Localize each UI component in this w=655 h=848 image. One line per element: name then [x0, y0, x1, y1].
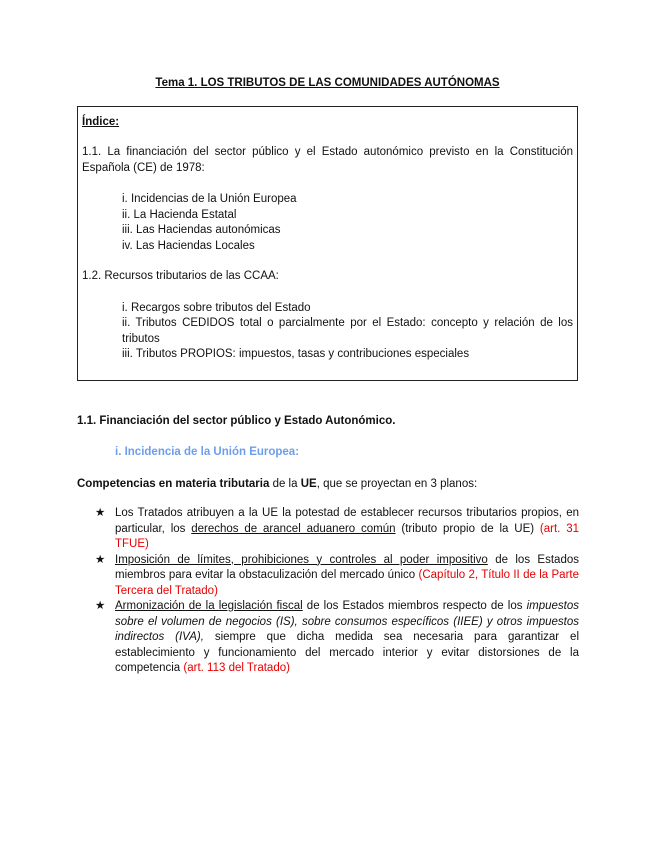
bullet-1-reference: (art. 31 TFUE) [115, 522, 580, 550]
index-item-cedidos: ii. Tributos CEDIDOS total o parcialmente por el Estado: concepto y relación de los tributos [122, 317, 573, 345]
index-item-haciendas-locales: iv. Las Haciendas Locales [122, 239, 255, 252]
intro-bold-ue: UE [300, 478, 317, 490]
intro-bold-competencias: Competencias en materia tributaria [77, 478, 270, 490]
subsection-title: i. Incidencia de la Unión Europea: [115, 446, 300, 458]
index-heading: Índice: [82, 116, 120, 128]
index-item-ue: i. Incidencias de la Unión Europea [122, 193, 297, 205]
index-item-hacienda-estatal: ii. La Hacienda Estatal [122, 208, 237, 221]
bullet-2-underlined: Imposición de límites, prohibiciones y controles al poder impositivo [115, 553, 488, 566]
intro-text-2: , que se proyectan en 3 planos: [316, 478, 478, 490]
index-item-recargos: i. Recargos sobre tributos del Estado [122, 301, 311, 314]
document-title: Tema 1. LOS TRIBUTOS DE LAS COMUNIDADES AUTÓNOMAS [155, 77, 500, 89]
intro-paragraph [77, 477, 578, 492]
bullet-1-text-2: (tributo propio de la UE) [395, 522, 540, 535]
bullet-3-reference: (art. 113 del Tratado) [183, 662, 290, 674]
index-section-1-1: 1.1. La financiación del sector público y el Estado autonómico previsto en la Constitución Española (CE) de 1978: [82, 146, 573, 174]
star-bullet-icon: ★ [95, 600, 106, 612]
index-box [77, 106, 578, 381]
index-item-propios: iii. Tributos PROPIOS: impuestos, tasas y contribuciones especiales [122, 348, 470, 360]
bullet-3-underlined: Armonización de la legislación fiscal [115, 600, 303, 612]
star-bullet-icon: ★ [95, 507, 106, 519]
list-item [95, 599, 579, 677]
intro-text-1: de la [269, 478, 301, 490]
index-section-1-2: 1.2. Recursos tributarios de las CCAA: [82, 270, 279, 282]
competencias-list [95, 506, 579, 677]
bullet-1-underlined: derechos de arancel aduanero común [191, 522, 396, 535]
list-item [95, 506, 579, 553]
index-item-haciendas-autonomicas: iii. Las Haciendas autonómicas [122, 224, 281, 236]
bullet-2-text: de los Estados miembros para evitar la obstaculización del mercado único [115, 553, 579, 581]
section-title: 1.1. Financiación del sector público y Estado Autonómico. [77, 415, 396, 427]
bullet-3-italic: impuestos sobre el volumen de negocios (IS), sobre consumos específicos (IIEE) y otros impuestos indirectos (IVA), [115, 600, 580, 643]
star-bullet-icon: ★ [95, 553, 106, 566]
bullet-3-text: de los Estados miembros respecto de los [302, 600, 527, 612]
bullet-3-text-2: siempre que dicha medida sea necesaria para garantizar el establecimiento y funcionamiento del mercado interior y evitar distorsiones de la competencia [115, 631, 579, 674]
list-item [95, 553, 579, 600]
bullet-1-text: Los Tratados atribuyen a la UE la potestad de establecer recursos tributarios propios, en particular, los [115, 507, 579, 535]
bullet-2-reference: (Capítulo 2, Título II de la Parte Tercera del Tratado) [115, 569, 579, 597]
